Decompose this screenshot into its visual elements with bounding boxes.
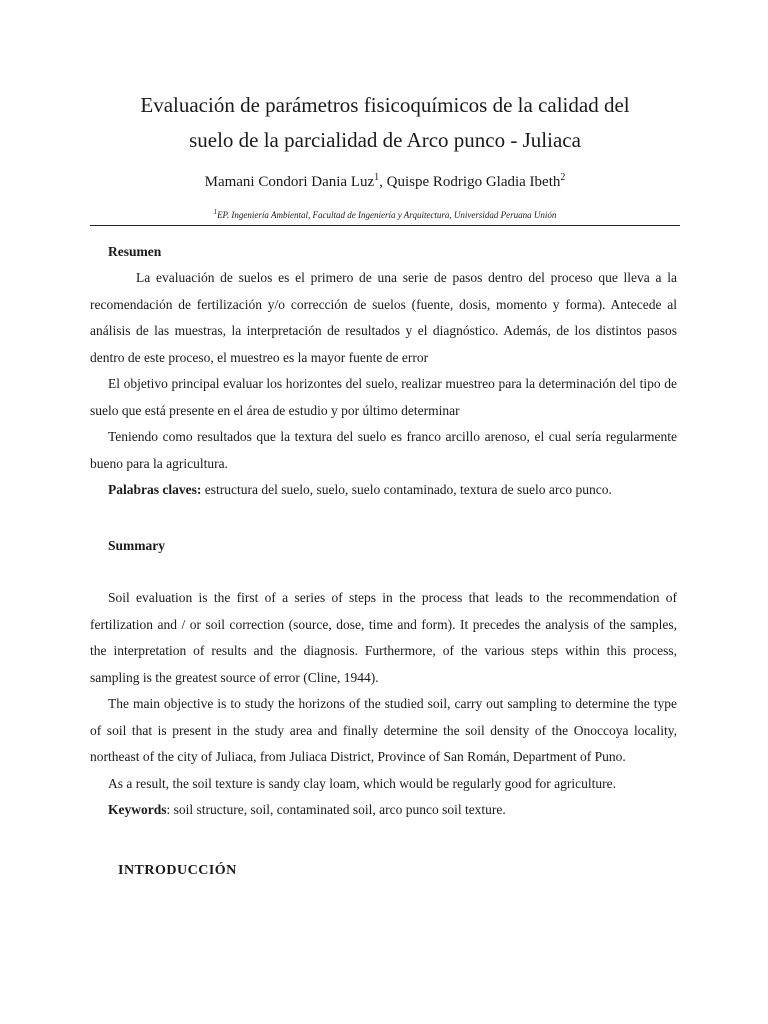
author-1-superscript: 1 — [374, 172, 380, 183]
resumen-body — [90, 265, 677, 504]
summary-paragraph-2: The main objective is to study the horizons of the studied soil, carry out sampling to determine the type of soil that is present in the study area and finally determine the soil density of the Onoccoya locality, northeast of the city of Juliaca, from Juliaca District, Province of San Román, Department of Puno. — [90, 696, 677, 764]
author-separator: , — [379, 174, 387, 190]
author-2-superscript: 2 — [560, 172, 566, 183]
summary-keywords — [90, 797, 677, 824]
resumen-keywords-text: estructura del suelo, suelo, suelo contaminado, textura de suelo arco punco. — [201, 482, 612, 497]
summary-paragraph-3: As a result, the soil texture is sandy clay loam, which would be regularly good for agriculture. — [108, 775, 616, 791]
header-divider — [90, 225, 680, 226]
summary-keywords-label: Keywords — [108, 802, 167, 817]
resumen-keywords — [90, 477, 677, 504]
resumen-paragraph-3: Teniendo como resultados que la textura del suelo es franco arcillo arenoso, el cual sería regularmente bueno para la agricultura. — [90, 429, 677, 471]
affiliation-superscript: 1 — [213, 208, 218, 216]
summary-heading: Summary — [108, 538, 165, 553]
title-line-2: suelo de la parcialidad de Arco punco - Juliaca — [189, 128, 581, 152]
paper-title — [90, 88, 680, 158]
author-1: Mamani Condori Dania Luz — [204, 174, 375, 190]
affiliation-text: EP. Ingeniería Ambiental, Facultad de Ingeniería y Arquitectura, Universidad Peruana Unión — [217, 210, 557, 220]
introduccion-heading: INTRODUCCIÓN — [118, 863, 237, 878]
summary-keywords-text: : soil structure, soil, contaminated soil, arco punco soil texture. — [166, 802, 506, 817]
resumen-paragraph-1: La evaluación de suelos es el primero de una serie de pasos dentro del proceso que lleva a la recomendación de fertilización y/o corrección de suelos (fuente, dosis, momento y forma). Antecede al análisis de las muestras, la interpretación de resultados y el diagnóstico. Además, de los distintos pasos dentro de este proceso, el muestreo es la mayor fuente de error — [90, 270, 677, 365]
resumen-keywords-label: Palabras claves: — [108, 482, 202, 497]
summary-body — [90, 585, 677, 824]
author-list — [90, 168, 680, 192]
resumen-paragraph-2: El objetivo principal evaluar los horizontes del suelo, realizar muestreo para la determinación del tipo de suelo que está presente en el área de estudio y por último determinar — [90, 376, 677, 418]
title-line-1: Evaluación de parámetros fisicoquímicos de la calidad del — [140, 93, 630, 117]
author-2: Quispe Rodrigo Gladia Ibeth — [386, 174, 561, 190]
resumen-heading: Resumen — [108, 244, 162, 259]
summary-paragraph-1: Soil evaluation is the first of a series of steps in the process that leads to the recommendation of fertilization and / or soil correction (source, dose, time and form). It precedes the analysis of the samples, the interpretation of results and the diagnosis. Furthermore, of the various steps within this process, sampling is the greatest source of error (Cline, 1944). — [90, 590, 677, 685]
affiliation — [90, 205, 680, 222]
